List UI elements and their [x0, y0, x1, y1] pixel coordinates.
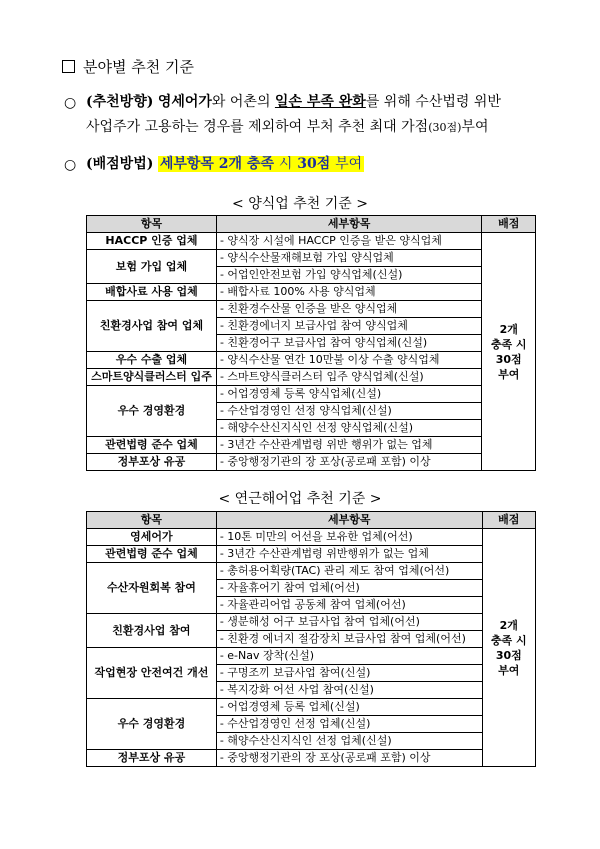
criteria-sub-item: - 자율관리어업 공동체 참여 업체(어선) [216, 597, 482, 614]
criteria-item: 우수 수출 업체 [87, 352, 217, 369]
column-header: 항목 [87, 216, 217, 233]
criteria-sub-item: - 3년간 수산관계법령 위반 행위가 없는 업체 [216, 437, 481, 454]
criteria-item: 우수 경영환경 [87, 386, 217, 437]
score-line: 30점 [495, 648, 522, 662]
column-header: 세부항목 [216, 216, 481, 233]
criteria-item: 친환경사업 참여 업체 [87, 301, 217, 352]
criteria-item: 영세어가 [87, 529, 217, 546]
criteria-sub-item: - 수산업경영인 선정 양식업체(신설) [216, 403, 481, 420]
checkbox-square-icon [62, 60, 75, 73]
criteria-item: 관련법령 준수 업체 [87, 437, 217, 454]
score-cell [482, 529, 535, 767]
criteria-item: 작업현장 안전여건 개선 [87, 648, 217, 699]
score-line: 2개 [499, 618, 518, 632]
column-header: 항목 [87, 512, 217, 529]
column-header: 배점 [482, 512, 535, 529]
criteria-sub-item: - 자율휴어기 참여 업체(어선) [216, 580, 482, 597]
criteria-item: 배합사료 사용 업체 [87, 284, 217, 301]
table-row [87, 648, 536, 665]
table-row [87, 750, 536, 767]
criteria-sub-item: - 어업인안전보험 가입 양식업체(신설) [216, 267, 481, 284]
criteria-sub-item: - 양식장 시설에 HACCP 인증을 받은 양식업체 [216, 233, 481, 250]
criteria-item: 수산자원회복 참여 [87, 563, 217, 614]
highlighted-criteria [158, 156, 364, 172]
bullet-circle-icon: ○ [64, 157, 77, 173]
table-row [87, 699, 536, 716]
criteria-sub-item: - e-Nav 장착(신설) [216, 648, 482, 665]
bullet-circle-icon: ○ [64, 95, 77, 111]
criteria-sub-item: - 양식수산물재해보험 가입 양식업체 [216, 250, 481, 267]
score-line: 부여 [498, 663, 520, 677]
table-header-row [87, 512, 536, 529]
criteria-sub-item: - 어업경영체 등록 양식업체(신설) [216, 386, 481, 403]
score-cell [482, 233, 536, 471]
criteria-sub-item: - 복지강화 어선 사업 참여(신설) [216, 682, 482, 699]
criteria-item: HACCP 인증 업체 [87, 233, 217, 250]
criteria-sub-item: - 생분해성 어구 보급사업 참여 업체(어선) [216, 614, 482, 631]
para-text: 를 위해 수산법령 위반 [365, 94, 501, 110]
highlight-text: 시 [278, 156, 293, 172]
para-emphasis: 영세어가 [157, 94, 212, 110]
criteria-item: 보험 가입 업체 [87, 250, 217, 284]
column-header: 세부항목 [216, 512, 482, 529]
score-line: 충족 시 [490, 633, 527, 647]
table-row [87, 529, 536, 546]
highlight-text: 30점 [297, 156, 331, 172]
table-row [87, 563, 536, 580]
score-line: 2개 [499, 322, 518, 336]
criteria-sub-item: - 친환경 에너지 절감장치 보급사업 참여 업체(어선) [216, 631, 482, 648]
table-row [87, 454, 536, 471]
table-row [87, 614, 536, 631]
criteria-item: 우수 경영환경 [87, 699, 217, 750]
table-row [87, 437, 536, 454]
criteria-sub-item: - 스마트양식클러스터 입주 양식업체(신설) [216, 369, 481, 386]
section-heading [62, 56, 194, 77]
criteria-sub-item: - 총허용어획량(TAC) 관리 제도 참여 업체(어선) [216, 563, 482, 580]
para-text: 사업주가 고용하는 경우를 제외하여 부처 추천 최대 가점 [86, 119, 429, 135]
criteria-sub-item: - 중앙행정기관의 장 포상(공로패 포함) 이상 [216, 750, 482, 767]
table-row [87, 233, 536, 250]
highlight-text: 세부항목 2개 충족 [159, 156, 274, 172]
criteria-item: 스마트양식클러스터 입주 [87, 369, 217, 386]
para-text-small: (30점) [428, 121, 462, 134]
table2-title: < 연근해어업 추천 기준 > [218, 491, 382, 507]
criteria-item: 정부포상 유공 [87, 750, 217, 767]
criteria-sub-item: - 해양수산신지식인 선정 업체(신설) [216, 733, 482, 750]
criteria-sub-item: - 중앙행정기관의 장 포상(공로패 포함) 이상 [216, 454, 481, 471]
para-emphasis-underline: 일손 부족 완화 [274, 94, 366, 110]
criteria-sub-item: - 구명조끼 보급사업 참여(신설) [216, 665, 482, 682]
criteria-item: 관련법령 준수 업체 [87, 546, 217, 563]
paragraph-recommendation-direction [86, 90, 556, 140]
criteria-sub-item: - 수산업경영인 선정 업체(신설) [216, 716, 482, 733]
criteria-item: 친환경사업 참여 [87, 614, 217, 648]
criteria-sub-item: - 친환경어구 보급사업 참여 양식업체(신설) [216, 335, 481, 352]
section-heading-text: 분야별 추천 기준 [83, 58, 194, 76]
criteria-sub-item: - 해양수산신지식인 선정 양식업체(신설) [216, 420, 481, 437]
score-line: 충족 시 [490, 337, 527, 351]
offshore-fishery-criteria-table [86, 511, 536, 767]
criteria-sub-item: - 친환경에너지 보급사업 참여 양식업체 [216, 318, 481, 335]
highlight-text: 부여 [335, 156, 363, 172]
table-row [87, 386, 536, 403]
table-row [87, 352, 536, 369]
score-line: 30점 [495, 352, 522, 366]
aquaculture-criteria-table [86, 215, 536, 471]
table-row [87, 369, 536, 386]
criteria-sub-item: - 친환경수산물 인증을 받은 양식업체 [216, 301, 481, 318]
criteria-item: 정부포상 유공 [87, 454, 217, 471]
criteria-sub-item: - 10톤 미만의 어선을 보유한 업체(어선) [216, 529, 482, 546]
column-header: 배점 [482, 216, 536, 233]
table-row [87, 546, 536, 563]
table1-title: < 양식업 추천 기준 > [232, 196, 368, 212]
table-row [87, 301, 536, 318]
para-text: 부여 [461, 119, 489, 135]
score-line: 부여 [498, 367, 520, 381]
para-label: (추천방향) [86, 94, 154, 110]
criteria-sub-item: - 양식수산물 연간 10만불 이상 수출 양식업체 [216, 352, 481, 369]
paragraph-scoring-method [86, 152, 556, 177]
para-label: (배점방법) [86, 156, 154, 172]
criteria-sub-item: - 어업경영체 등록 업체(신설) [216, 699, 482, 716]
criteria-sub-item: - 배합사료 100% 사용 양식업체 [216, 284, 481, 301]
table-row [87, 284, 536, 301]
para-text: 와 어촌의 [211, 94, 275, 110]
criteria-sub-item: - 3년간 수산관계법령 위반행위가 없는 업체 [216, 546, 482, 563]
table-row [87, 250, 536, 267]
table-header-row [87, 216, 536, 233]
